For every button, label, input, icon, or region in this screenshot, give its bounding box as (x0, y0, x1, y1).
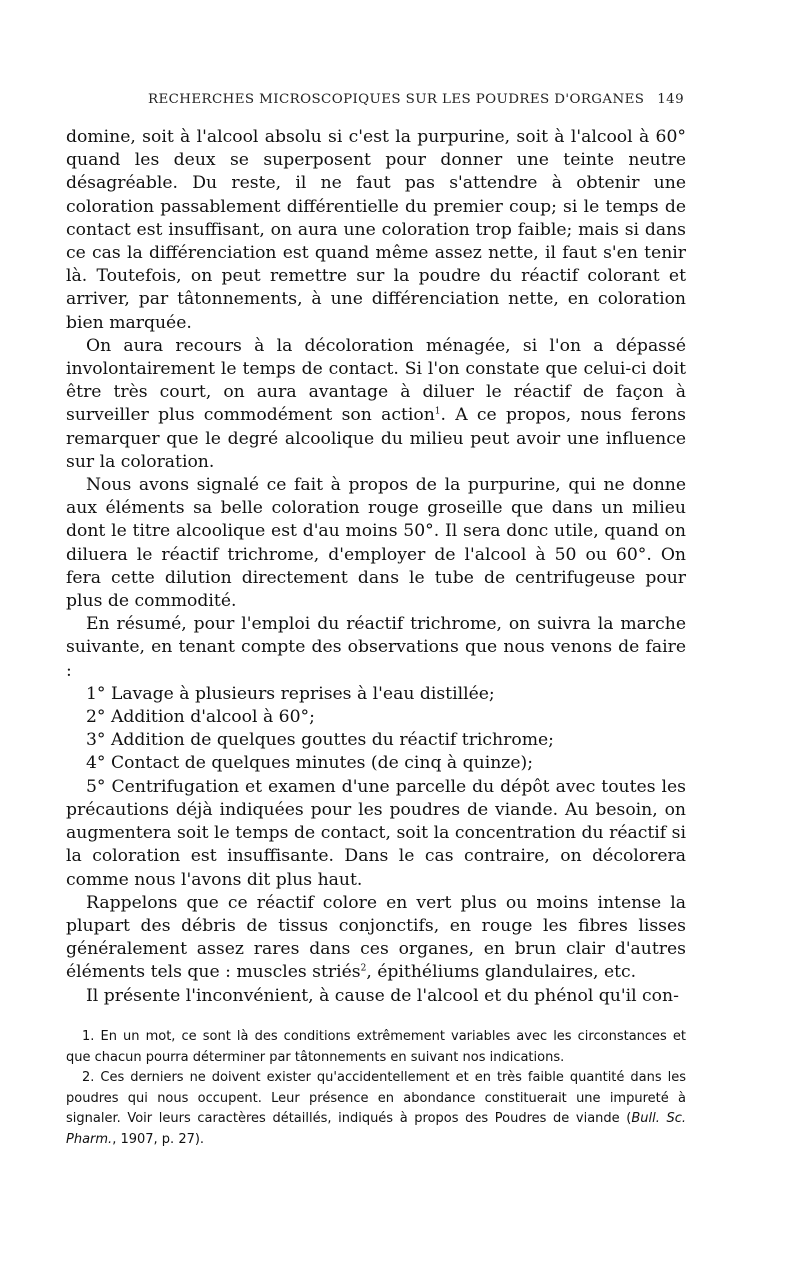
paragraph (66, 892, 686, 985)
step-item: 3° Addition de quelques gouttes du réactif trichrome; (86, 730, 554, 751)
footnote: 1. En un mot, ce sont là des conditions extrêmement variables avec les circonstances et que chacun pourra déterminer par tâtonnements en suivant nos indications. (66, 1029, 686, 1065)
body-text (66, 126, 686, 1008)
step-item: 1° Lavage à plusieurs reprises à l'eau distillée; (86, 683, 495, 704)
paragraph-text: , épithéliums glandulaires, etc. (366, 962, 637, 983)
footnote-ref: 1 (434, 406, 441, 417)
footnote-ref: 2 (360, 963, 367, 974)
paragraph (66, 335, 686, 474)
footnote (66, 1068, 686, 1150)
paragraph-text: On aura recours à la décoloration ménagée, si l'on a dépassé involontairement le temps de contact. Si l'on constate que celui-ci doit être très court, on aura avantage à diluer le réactif de façon à surveiller plus commodément son action (66, 335, 686, 426)
footnote-text: 2. Ces derniers ne doivent exister qu'accidentellement et en très faible quantité dans les poudres qui nous occupent. Leur présence en abondance constituerait une impureté à signaler. Voir leurs caractères détaillés, indiqués à propos des Poudres de viande ( (66, 1070, 686, 1126)
step-item: 4° Contact de quelques minutes (de cinq à quinze); (86, 753, 533, 774)
paragraph: Nous avons signalé ce fait à propos de la purpurine, qui ne donne aux éléments sa belle coloration rouge groseille que dans un milieu dont le titre alcoolique est d'au moins 50°. Il sera donc utile, quand on diluera le réactif trichrome, d'employer de l'alcool à 50 ou 60°. On fera cette dilution directement dans le tube de centrifugeuse pour plus de commodité. (66, 475, 686, 612)
journal-title: Bull. Sc. Pharm. (66, 1111, 687, 1147)
footnotes (66, 1027, 686, 1150)
paragraph: En résumé, pour l'emploi du réactif trichrome, on suivra la marche suivante, en tenant compte des observations que nous venons de faire : (66, 614, 686, 681)
running-title: RECHERCHES MICROSCOPIQUES SUR LES POUDRES D'ORGANES (148, 92, 645, 107)
paragraph: Il présente l'inconvénient, à cause de l'alcool et du phénol qu'il con- (86, 985, 679, 1006)
paragraph-text: . A ce propos, nous ferons remarquer que le degré alcoolique du milieu peut avoir une influence sur la coloration. (66, 405, 687, 472)
footnote-text: , 1907, p. 27). (112, 1131, 205, 1147)
paragraph: domine, soit à l'alcool absolu si c'est la purpurine, soit à l'alcool à 60° quand les deux se superposent pour donner une teinte neutre désagréable. Du reste, il ne faut pas s'attendre à obtenir une coloration passablement différentielle du premier coup; si le temps de contact est insuffisant, on aura une coloration trop faible; mais si dans ce cas la différenciation est quand même assez nette, il faut s'en tenir là. Toutefois, on peut remettre sur la poudre du réactif colorant et arriver, par tâtonnements, à une différenciation nette, en coloration bien marquée. (66, 127, 686, 333)
paragraph-text: Rappelons que ce réactif colore en vert plus ou moins intense la plupart des débris de tissus conjonctifs, en rouge les fibres lisses généralement assez rares dans ces organes, en brun clair d'autres éléments tels que : muscles striés (66, 892, 686, 983)
page-number: 149 (657, 92, 684, 107)
step-item: 2° Addition d'alcool à 60°; (86, 707, 315, 728)
step-item: 5° Centrifugation et examen d'une parcelle du dépôt avec toutes les précautions déjà indiquées pour les poudres de viande. Au besoin, on augmentera soit le temps de contact, soit la concentration du réactif si la coloration est insuffisante. Dans le cas contraire, on décolorera comme nous l'avons dit plus haut. (66, 776, 686, 890)
running-header (148, 92, 684, 107)
